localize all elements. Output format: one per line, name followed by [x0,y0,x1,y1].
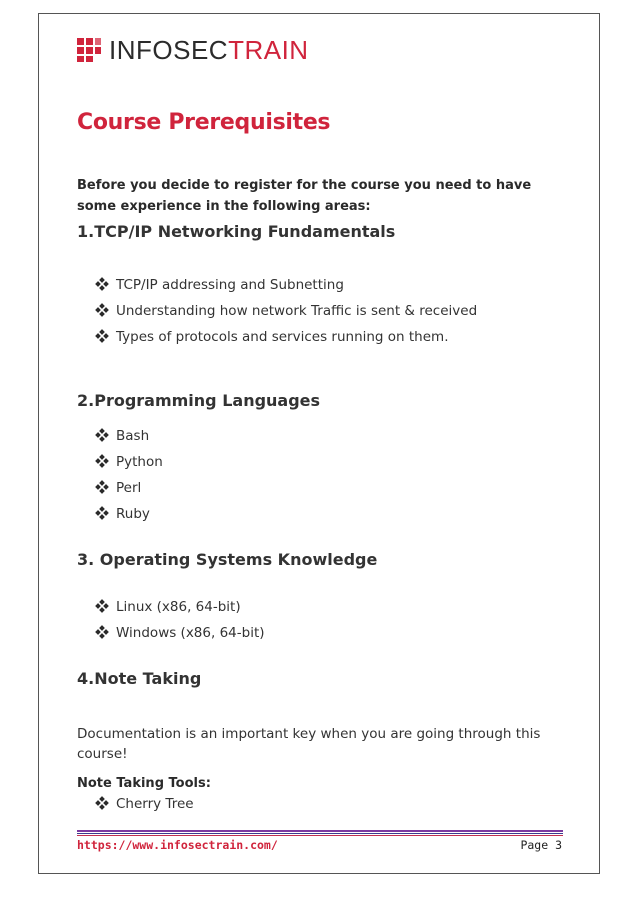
list-item-text: Python [116,454,163,470]
diamond-bullet-icon [96,797,108,809]
list-item-text: Ruby [116,506,150,522]
list-item-text: Linux (x86, 64-bit) [116,599,241,615]
list-item [96,475,163,501]
programming-list [96,423,163,527]
list-item [96,298,477,324]
page-number: Page 3 [520,838,562,852]
list-item [96,272,477,298]
list-item [96,594,265,620]
diamond-bullet-icon [96,507,108,519]
logo [77,37,309,63]
list-item [96,324,477,350]
section-heading-os: 3. Operating Systems Knowledge [77,550,378,569]
footer-divider [77,835,563,836]
list-item [96,449,163,475]
list-item-text: Windows (x86, 64-bit) [116,625,265,641]
diamond-bullet-icon [96,626,108,638]
page-title: Course Prerequisites [77,110,331,135]
footer-website-link[interactable]: https://www.infosectrain.com/ [77,838,278,852]
logo-text [109,37,309,63]
os-list [96,594,265,646]
list-item-text: TCP/IP addressing and Subnetting [116,277,344,293]
logo-text-accent: TRAIN [228,35,309,65]
list-item [96,620,265,646]
diamond-bullet-icon [96,330,108,342]
list-item-text: Bash [116,428,150,444]
diamond-bullet-icon [96,481,108,493]
diamond-bullet-icon [96,455,108,467]
diamond-bullet-icon [96,429,108,441]
footer-divider [77,833,563,834]
tools-list [96,791,194,817]
list-item [96,501,163,527]
section-heading-programming: 2.Programming Languages [77,391,321,410]
diamond-bullet-icon [96,600,108,612]
list-item-text: Cherry Tree [116,796,194,812]
logo-mark-icon [77,38,101,62]
diamond-bullet-icon [96,278,108,290]
list-item [96,423,163,449]
list-item-text: Understanding how network Traffic is sent & received [116,303,478,319]
intro-text: Before you decide to register for the course you need to have some experience in the following areas: [77,178,532,214]
tcpip-list [96,272,477,350]
list-item [96,791,194,817]
diamond-bullet-icon [96,304,108,316]
list-item-text: Types of protocols and services running on them. [116,329,449,345]
tools-label: Note Taking Tools: [77,776,211,791]
note-paragraph: Documentation is an important key when you are going through this course! [77,726,541,762]
footer-divider [77,830,563,832]
logo-text-dark: INFOSEC [109,35,229,65]
section-heading-tcpip: 1.TCP/IP Networking Fundamentals [77,222,396,241]
list-item-text: Perl [116,480,142,496]
section-heading-note-taking: 4.Note Taking [77,669,202,688]
